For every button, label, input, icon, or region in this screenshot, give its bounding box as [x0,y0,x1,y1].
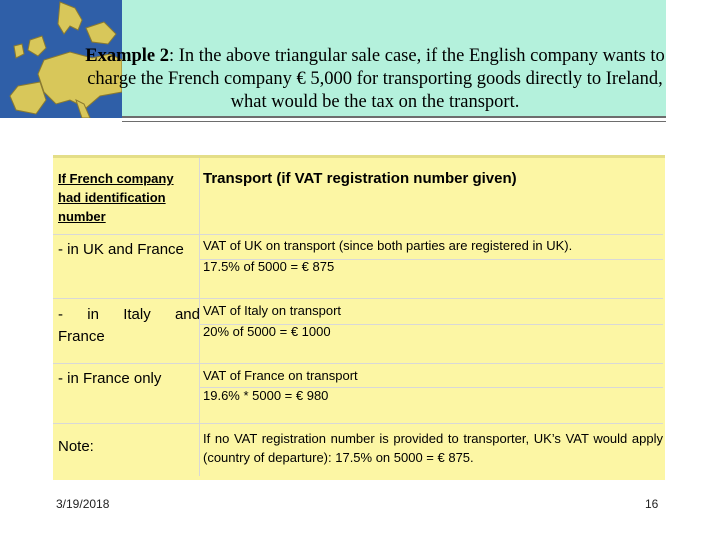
row-italy-france-line2: 20% of 5000 = € 1000 [203,324,331,339]
example-body: : In the above triangular sale case, if the English company wants to charge the French company € 5,000 for transporting goods directly to Ireland, what would be the tax on the transport. [87,46,665,112]
example-heading [70,45,680,114]
row-france-only-line2: 19.6% * 5000 = € 980 [203,388,329,403]
page-number: 16 [645,497,659,511]
row-divider [53,298,663,299]
row-divider [53,363,663,364]
header-left-line1: If French company [58,171,174,186]
header-right-cell: Transport (if VAT registration number given) [203,170,517,187]
row-uk-france-label: - in UK and France [58,241,184,258]
header-rule [122,116,666,118]
example-label: Example 2 [85,46,169,66]
row-italy-france-label-line2: France [58,328,105,345]
row-uk-france-line1: VAT of UK on transport (since both parties are registered in UK). [203,238,573,253]
row-italy-france-label [58,304,200,348]
header-rule-secondary [122,121,666,122]
row-italy-france-line1: VAT of Italy on transport [203,303,342,318]
footer-date: 3/19/2018 [56,497,110,511]
row-uk-france-line2: 17.5% of 5000 = € 875 [203,259,335,274]
row-france-only-line1: VAT of France on transport [203,368,358,383]
row-divider [53,423,663,424]
header-left-line2: had identification [58,190,166,205]
row-italy-france-label-line1: - in Italy and [58,306,200,323]
header-left-cell [58,169,200,226]
row-france-only-label: - in France only [58,370,162,387]
note-text: If no VAT registration number is provided to transporter, UK’s VAT would apply (country of departure): 17.5% on 5000 = € 875. [203,431,663,465]
header-left-line3: number [58,209,106,224]
note-label: Note: [58,438,94,455]
vat-transport-table [53,155,665,480]
row-divider [53,234,663,235]
